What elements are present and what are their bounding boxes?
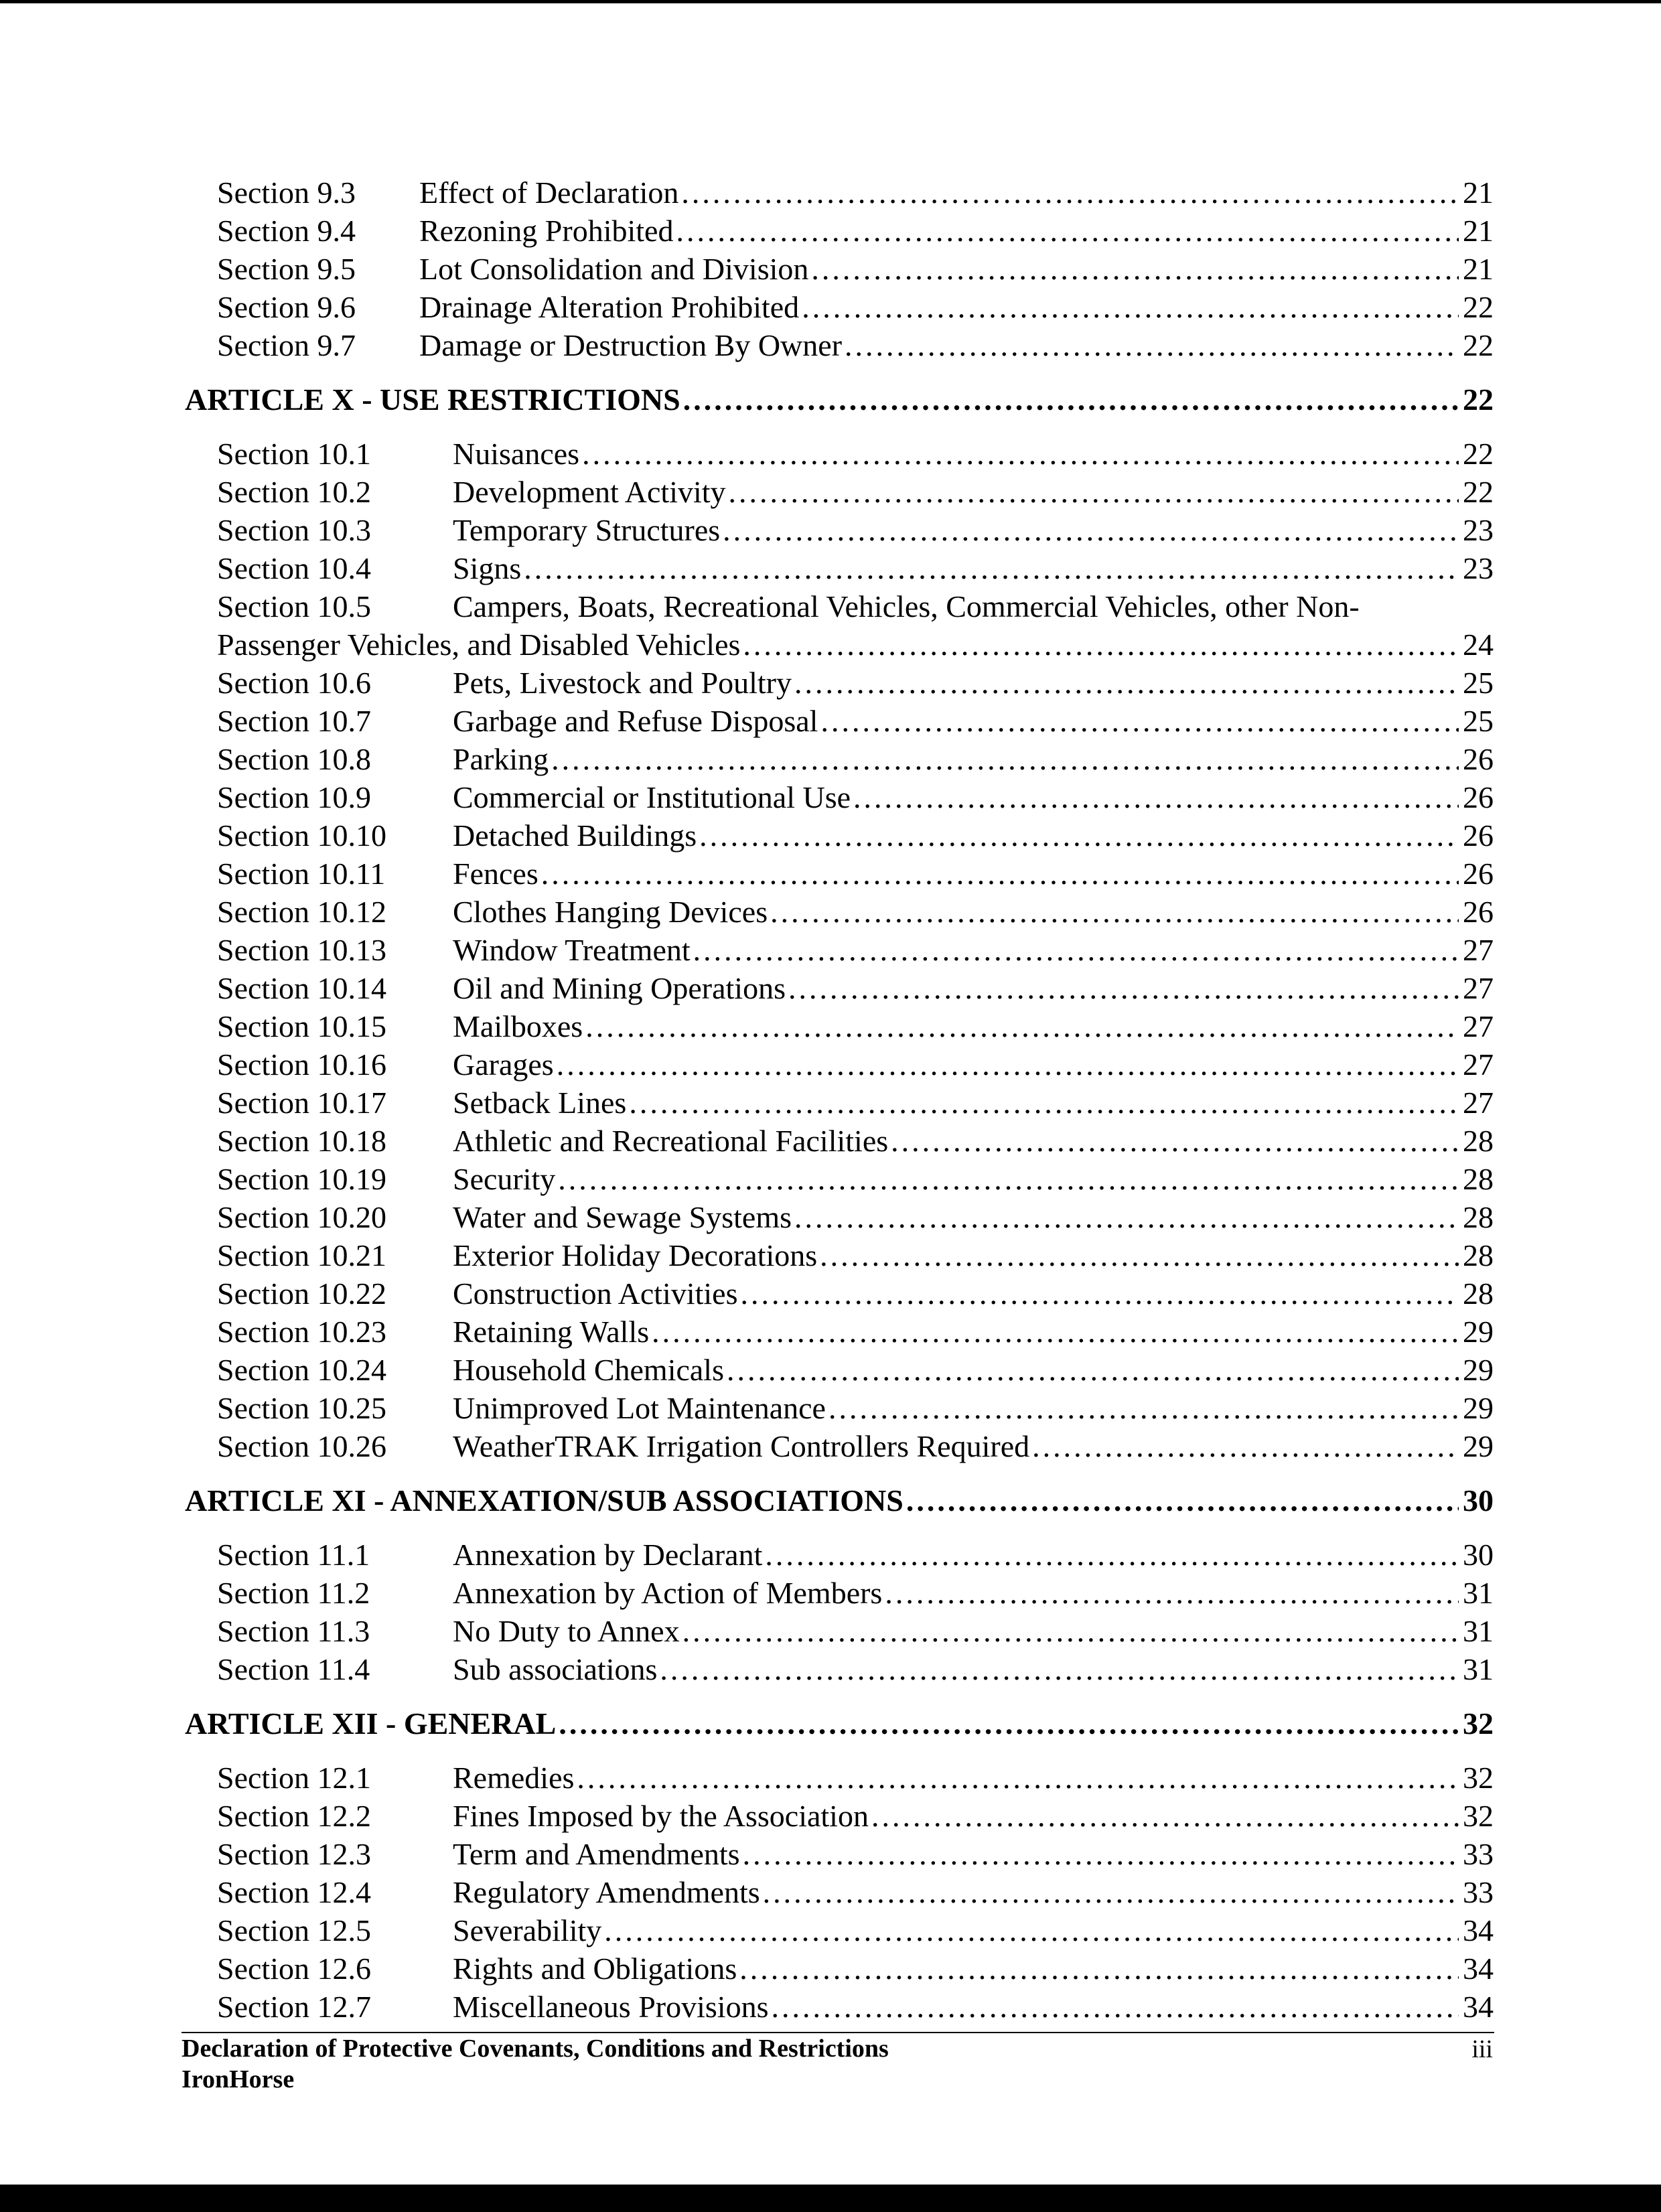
article-page: 32: [1463, 1706, 1494, 1741]
dot-leader: [676, 212, 1459, 250]
dot-leader: [558, 1160, 1459, 1198]
top-border: [0, 0, 1661, 3]
toc-entry[interactable]: [185, 1988, 1494, 2026]
section-number: Section 10.6: [217, 666, 371, 700]
section-title: No Duty to Annex: [453, 1614, 680, 1648]
section-page: 29: [1463, 1391, 1494, 1425]
section-title: Term and Amendments: [453, 1837, 740, 1871]
toc-entry[interactable]: [185, 549, 1494, 587]
section-number: Section 10.25: [217, 1391, 386, 1425]
dot-leader: [885, 1574, 1459, 1612]
section-number: Section 11.2: [217, 1576, 370, 1610]
dot-leader: [729, 473, 1459, 511]
section-number: Section 10.13: [217, 933, 386, 967]
dot-leader: [723, 511, 1459, 549]
toc-entry[interactable]: [185, 288, 1494, 326]
toc-entry[interactable]: [185, 1873, 1494, 1911]
dot-leader: [1032, 1427, 1459, 1465]
section-page: 23: [1463, 551, 1494, 585]
section-page: 31: [1463, 1614, 1494, 1648]
dot-leader: [629, 1084, 1459, 1122]
toc-entry[interactable]: [185, 1351, 1494, 1389]
toc-entry[interactable]: [185, 1797, 1494, 1835]
toc-entry-wrapped-continuation[interactable]: [185, 625, 1494, 664]
section-title: Fines Imposed by the Association: [453, 1799, 869, 1833]
section-number: Section 10.14: [217, 971, 386, 1005]
dot-leader: [802, 288, 1459, 326]
dot-leader: [794, 1198, 1459, 1236]
dot-leader: [681, 173, 1459, 212]
section-page: 27: [1463, 971, 1494, 1005]
section-number: Section 12.3: [217, 1837, 371, 1871]
section-number: Section 10.4: [217, 551, 371, 585]
section-number: Section 12.5: [217, 1913, 371, 1947]
dot-leader: [740, 1274, 1459, 1313]
section-number: Section 10.8: [217, 742, 371, 776]
section-title: Annexation by Action of Members: [453, 1576, 883, 1610]
section-number: Section 12.2: [217, 1799, 371, 1833]
dot-leader: [906, 1481, 1459, 1520]
section-title-line1: Campers, Boats, Recreational Vehicles, Commercial Vehicles, other Non-: [453, 589, 1360, 623]
section-page: 27: [1463, 1047, 1494, 1082]
section-page: 34: [1463, 1913, 1494, 1947]
toc-entry[interactable]: [185, 1122, 1494, 1160]
section-title: Annexation by Declarant: [453, 1538, 763, 1572]
article-title: ARTICLE X - USE RESTRICTIONS: [185, 382, 680, 417]
section-number: Section 10.11: [217, 857, 386, 891]
section-page: 25: [1463, 666, 1494, 700]
dot-leader: [788, 969, 1459, 1007]
toc-entry[interactable]: [185, 1759, 1494, 1797]
dot-leader: [765, 1536, 1459, 1574]
section-number: Section 11.1: [217, 1538, 370, 1572]
section-number: Section 12.4: [217, 1875, 371, 1909]
bottom-border: [0, 2185, 1661, 2212]
section-page: 22: [1463, 290, 1494, 324]
toc-entry[interactable]: [185, 1911, 1494, 1949]
section-title: WeatherTRAK Irrigation Controllers Required: [453, 1429, 1030, 1463]
toc-entry[interactable]: [185, 1612, 1494, 1650]
section-title-line2: Passenger Vehicles, and Disabled Vehicles: [217, 628, 741, 662]
dot-leader: [582, 435, 1459, 473]
article-title: ARTICLE XI - ANNEXATION/SUB ASSOCIATIONS: [185, 1483, 904, 1518]
toc-entry[interactable]: [185, 435, 1494, 473]
section-title: Signs: [453, 551, 522, 585]
toc-entry[interactable]: [185, 1427, 1494, 1465]
toc-entry[interactable]: [185, 1236, 1494, 1274]
toc-entry[interactable]: [185, 473, 1494, 511]
section-page: 32: [1463, 1799, 1494, 1833]
article-page: 30: [1463, 1483, 1494, 1518]
section-number: Section 10.7: [217, 704, 371, 738]
dot-leader: [770, 893, 1459, 931]
toc-entry[interactable]: [185, 855, 1494, 893]
toc-entry[interactable]: [185, 1160, 1494, 1198]
section-number: Section 10.18: [217, 1124, 386, 1158]
section-page: 28: [1463, 1276, 1494, 1311]
section-number: Section 10.22: [217, 1276, 386, 1311]
section-title: Unimproved Lot Maintenance: [453, 1391, 826, 1425]
toc-entry[interactable]: [185, 702, 1494, 740]
dot-leader: [652, 1313, 1459, 1351]
section-number: Section 10.20: [217, 1200, 386, 1234]
section-number: Section 9.3: [217, 175, 356, 210]
section-number: Section 11.3: [217, 1614, 370, 1648]
section-number: Section 12.1: [217, 1761, 371, 1795]
section-number: Section 10.17: [217, 1086, 386, 1120]
dot-leader: [871, 1797, 1459, 1835]
section-page: 33: [1463, 1837, 1494, 1871]
dot-leader: [845, 326, 1459, 364]
section-page: 31: [1463, 1652, 1494, 1686]
section-page: 33: [1463, 1875, 1494, 1909]
section-title: Setback Lines: [453, 1086, 627, 1120]
section-title: Damage or Destruction By Owner: [419, 328, 843, 362]
table-of-contents: [185, 173, 1494, 2026]
section-title: Security: [453, 1162, 556, 1196]
section-page: 28: [1463, 1200, 1494, 1234]
section-title: Construction Activities: [453, 1276, 738, 1311]
section-page: 29: [1463, 1353, 1494, 1387]
section-page: 22: [1463, 328, 1494, 362]
dot-leader: [682, 1612, 1459, 1650]
dot-leader: [683, 380, 1459, 419]
article-heading[interactable]: [185, 380, 1494, 419]
dot-leader: [551, 740, 1459, 778]
section-page: 28: [1463, 1124, 1494, 1158]
toc-entry[interactable]: [185, 326, 1494, 364]
section-title: Commercial or Institutional Use: [453, 780, 851, 814]
section-block: [185, 173, 1494, 364]
section-number: Section 10.19: [217, 1162, 386, 1196]
footer-community-name: IronHorse: [182, 2065, 295, 2093]
section-number: Section 10.26: [217, 1429, 386, 1463]
dot-leader: [743, 625, 1459, 664]
section-title: Clothes Hanging Devices: [453, 895, 768, 929]
footer-document-title: Declaration of Protective Covenants, Conditions and Restrictions: [182, 2035, 889, 2063]
section-number: Section 10.15: [217, 1009, 386, 1043]
section-title: Lot Consolidation and Division: [419, 252, 809, 286]
section-number: Section 10.10: [217, 818, 386, 853]
section-page: 23: [1463, 513, 1494, 547]
dot-leader: [541, 855, 1459, 893]
toc-entry[interactable]: [185, 816, 1494, 855]
section-title: Garages: [453, 1047, 554, 1082]
section-number: Section 10.1: [217, 437, 371, 471]
toc-entry[interactable]: [185, 250, 1494, 288]
section-page: 26: [1463, 818, 1494, 853]
section-title: Mailboxes: [453, 1009, 583, 1043]
section-page: 31: [1463, 1576, 1494, 1610]
dot-leader: [699, 816, 1459, 855]
toc-entry[interactable]: [185, 1536, 1494, 1574]
toc-entry-wrapped[interactable]: [185, 587, 1494, 625]
section-number: Section 10.24: [217, 1353, 386, 1387]
section-number: Section 10.5: [217, 589, 371, 623]
dot-leader: [853, 778, 1459, 816]
toc-entry[interactable]: [185, 740, 1494, 778]
section-block: [185, 1759, 1494, 2026]
section-number: Section 12.6: [217, 1951, 371, 1986]
dot-leader: [739, 1949, 1459, 1988]
section-page: 21: [1463, 175, 1494, 210]
section-title: Parking: [453, 742, 549, 776]
dot-leader: [820, 702, 1459, 740]
section-title: Sub associations: [453, 1652, 658, 1686]
toc-entry[interactable]: [185, 664, 1494, 702]
section-title: Fences: [453, 857, 538, 891]
footer-page-number: iii: [1471, 2035, 1493, 2063]
section-title: Pets, Livestock and Poultry: [453, 666, 792, 700]
toc-entry[interactable]: [185, 1574, 1494, 1612]
section-title: Household Chemicals: [453, 1353, 724, 1387]
section-title: Drainage Alteration Prohibited: [419, 290, 800, 324]
section-page: 25: [1463, 704, 1494, 738]
toc-entry[interactable]: [185, 1084, 1494, 1122]
toc-entry[interactable]: [185, 1835, 1494, 1873]
section-title: Temporary Structures: [453, 513, 721, 547]
dot-leader: [693, 931, 1459, 969]
section-page: 30: [1463, 1538, 1494, 1572]
article-heading[interactable]: [185, 1481, 1494, 1520]
dot-leader: [524, 549, 1459, 587]
section-number: Section 9.4: [217, 214, 356, 248]
section-title: Rezoning Prohibited: [419, 214, 674, 248]
dot-leader: [794, 664, 1459, 702]
section-page: 28: [1463, 1238, 1494, 1272]
toc-entry[interactable]: [185, 1274, 1494, 1313]
section-page: 26: [1463, 742, 1494, 776]
section-page: 21: [1463, 214, 1494, 248]
section-title: Window Treatment: [453, 933, 691, 967]
toc-entry[interactable]: [185, 1313, 1494, 1351]
toc-entry[interactable]: [185, 778, 1494, 816]
section-title: Effect of Declaration: [419, 175, 679, 210]
section-page: 28: [1463, 1162, 1494, 1196]
section-block: [185, 1536, 1494, 1688]
section-title: Regulatory Amendments: [453, 1875, 760, 1909]
section-page: 34: [1463, 1951, 1494, 1986]
dot-leader: [559, 1704, 1459, 1743]
section-title: Miscellaneous Provisions: [453, 1990, 769, 2024]
dot-leader: [828, 1389, 1459, 1427]
dot-leader: [891, 1122, 1459, 1160]
toc-entry[interactable]: [185, 1650, 1494, 1688]
section-title: Rights and Obligations: [453, 1951, 737, 1986]
dot-leader: [577, 1759, 1459, 1797]
section-page: 22: [1463, 437, 1494, 471]
toc-entry[interactable]: [185, 1007, 1494, 1045]
section-number: Section 10.12: [217, 895, 386, 929]
section-number: Section 12.7: [217, 1990, 371, 2024]
toc-entry[interactable]: [185, 1389, 1494, 1427]
section-page: 32: [1463, 1761, 1494, 1795]
dot-leader: [727, 1351, 1459, 1389]
section-title: Development Activity: [453, 475, 726, 509]
toc-entry[interactable]: [185, 931, 1494, 969]
article-heading[interactable]: [185, 1704, 1494, 1743]
section-number: Section 9.6: [217, 290, 356, 324]
dot-leader: [811, 250, 1459, 288]
section-page: 21: [1463, 252, 1494, 286]
section-number: Section 11.4: [217, 1652, 370, 1686]
section-page: 26: [1463, 857, 1494, 891]
section-title: Athletic and Recreational Facilities: [453, 1124, 889, 1158]
section-number: Section 10.2: [217, 475, 371, 509]
section-title: Severability: [453, 1913, 602, 1947]
section-page: 27: [1463, 1009, 1494, 1043]
section-number: Section 10.23: [217, 1315, 386, 1349]
section-number: Section 9.7: [217, 328, 356, 362]
section-title: Garbage and Refuse Disposal: [453, 704, 818, 738]
toc-entry[interactable]: [185, 212, 1494, 250]
toc-entry[interactable]: [185, 511, 1494, 549]
section-page: 24: [1463, 628, 1494, 662]
dot-leader: [660, 1650, 1459, 1688]
section-page: 34: [1463, 1990, 1494, 2024]
section-title: Retaining Walls: [453, 1315, 650, 1349]
article-title: ARTICLE XII - GENERAL: [185, 1706, 557, 1741]
section-page: 26: [1463, 780, 1494, 814]
toc-entry[interactable]: [185, 1045, 1494, 1084]
article-page: 22: [1463, 382, 1494, 417]
section-number: Section 10.16: [217, 1047, 386, 1082]
section-number: Section 10.21: [217, 1238, 386, 1272]
section-block: [185, 664, 1494, 1465]
dot-leader: [557, 1045, 1459, 1084]
section-title: Detached Buildings: [453, 818, 697, 853]
toc-entry[interactable]: [185, 969, 1494, 1007]
dot-leader: [743, 1835, 1459, 1873]
section-title: Water and Sewage Systems: [453, 1200, 792, 1234]
section-number: Section 10.3: [217, 513, 371, 547]
dot-leader: [763, 1873, 1459, 1911]
dot-leader: [820, 1236, 1459, 1274]
toc-entry[interactable]: [185, 1198, 1494, 1236]
section-title: Exterior Holiday Decorations: [453, 1238, 818, 1272]
section-page: 22: [1463, 475, 1494, 509]
section-number: Section 10.9: [217, 780, 371, 814]
section-page: 27: [1463, 933, 1494, 967]
toc-entry[interactable]: [185, 893, 1494, 931]
section-page: 26: [1463, 895, 1494, 929]
toc-entry[interactable]: [185, 1949, 1494, 1988]
section-page: 29: [1463, 1429, 1494, 1463]
section-title: Nuisances: [453, 437, 580, 471]
section-title: Remedies: [453, 1761, 575, 1795]
section-title: Oil and Mining Operations: [453, 971, 786, 1005]
dot-leader: [771, 1988, 1459, 2026]
dot-leader: [585, 1007, 1459, 1045]
section-page: 27: [1463, 1086, 1494, 1120]
section-page: 29: [1463, 1315, 1494, 1349]
section-number: Section 9.5: [217, 252, 356, 286]
page-footer: [182, 2032, 1494, 2095]
toc-entry[interactable]: [185, 173, 1494, 212]
section-block: [185, 435, 1494, 587]
dot-leader: [604, 1911, 1459, 1949]
